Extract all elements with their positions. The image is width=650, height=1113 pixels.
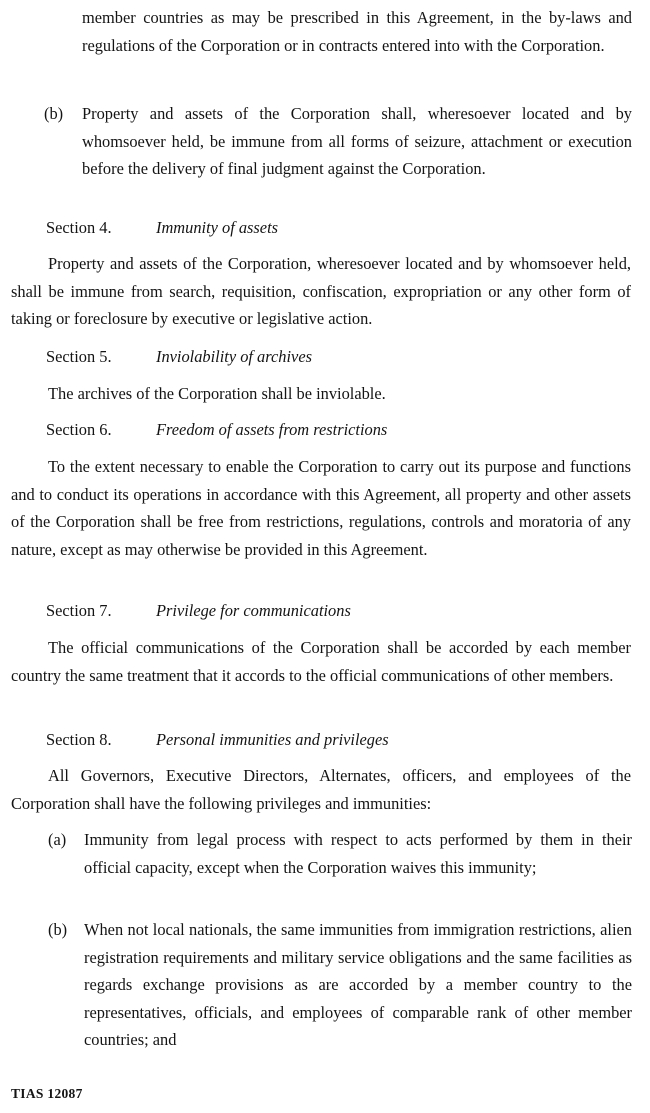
section-number: Section 7.	[46, 601, 112, 620]
section-6-paragraph: To the extent necessary to enable the Corporation to carry out its purpose and functions and to conduct its operations in accordance with this Agreement, all property and other assets of the Corporation shall be free from restrictions, regulations, controls and moratoria of any nature, except as may otherwise be provided in this Agreement.	[11, 457, 631, 559]
item-label: (a)	[48, 830, 67, 849]
section-title: Immunity of assets	[156, 218, 279, 237]
document-footer-id: TIAS 12087	[11, 1086, 83, 1101]
item-label: (b)	[48, 920, 68, 939]
section-number: Section 8.	[46, 730, 112, 749]
section-4-heading	[46, 216, 278, 240]
section-4-paragraph: Property and assets of the Corporation, wheresoever located and by whomsoever held, shall be immune from search, requisition, confiscation, expropriation or any other form of taking or foreclosure by executive or legislative action.	[11, 254, 631, 328]
section-title: Privilege for communications	[156, 601, 351, 620]
section-5-heading	[46, 345, 312, 369]
section-8-heading	[46, 728, 389, 752]
section-6-heading	[46, 418, 387, 442]
item-text: Property and assets of the Corporation shall, wheresoever located and by whomsoever held, be immune from all forms of seizure, attachment or execution before the delivery of final judgment against the Corporation.	[82, 104, 632, 178]
section-5-paragraph: The archives of the Corporation shall be inviolable.	[48, 384, 386, 403]
item-text: When not local nationals, the same immunities from immigration restrictions, alien registration requirements and military service obligations and the same facilities as regards exchange provisions as are accorded by a member country to the representatives, officials, and employees of comparable rank of other member countries; and	[84, 920, 632, 1049]
list-item-b-immigration	[48, 916, 632, 1056]
list-item-a-immunity	[48, 826, 632, 911]
section-title: Inviolability of archives	[156, 347, 312, 366]
continued-paragraph: member countries as may be prescribed in this Agreement, in the by-laws and regulations of the Corporation or in contracts entered into with the Corporation.	[82, 8, 632, 55]
section-title: Freedom of assets from restrictions	[156, 420, 388, 439]
item-text: Immunity from legal process with respect to acts performed by them in their official capacity, except when the Corporation waives this immunity;	[84, 830, 632, 877]
section-number: Section 6.	[46, 420, 112, 439]
section-7-paragraph: The official communications of the Corporation shall be accorded by each member country the same treatment that it accords to the official communications of other members.	[11, 638, 631, 685]
section-number: Section 5.	[46, 347, 112, 366]
item-label: (b)	[44, 104, 64, 123]
section-8-paragraph: All Governors, Executive Directors, Alternates, officers, and employees of the Corporation shall have the following privileges and immunities:	[11, 766, 631, 813]
list-item-b-property	[44, 100, 632, 210]
section-7-heading	[46, 599, 351, 623]
section-title: Personal immunities and privileges	[156, 730, 389, 749]
section-number: Section 4.	[46, 218, 112, 237]
